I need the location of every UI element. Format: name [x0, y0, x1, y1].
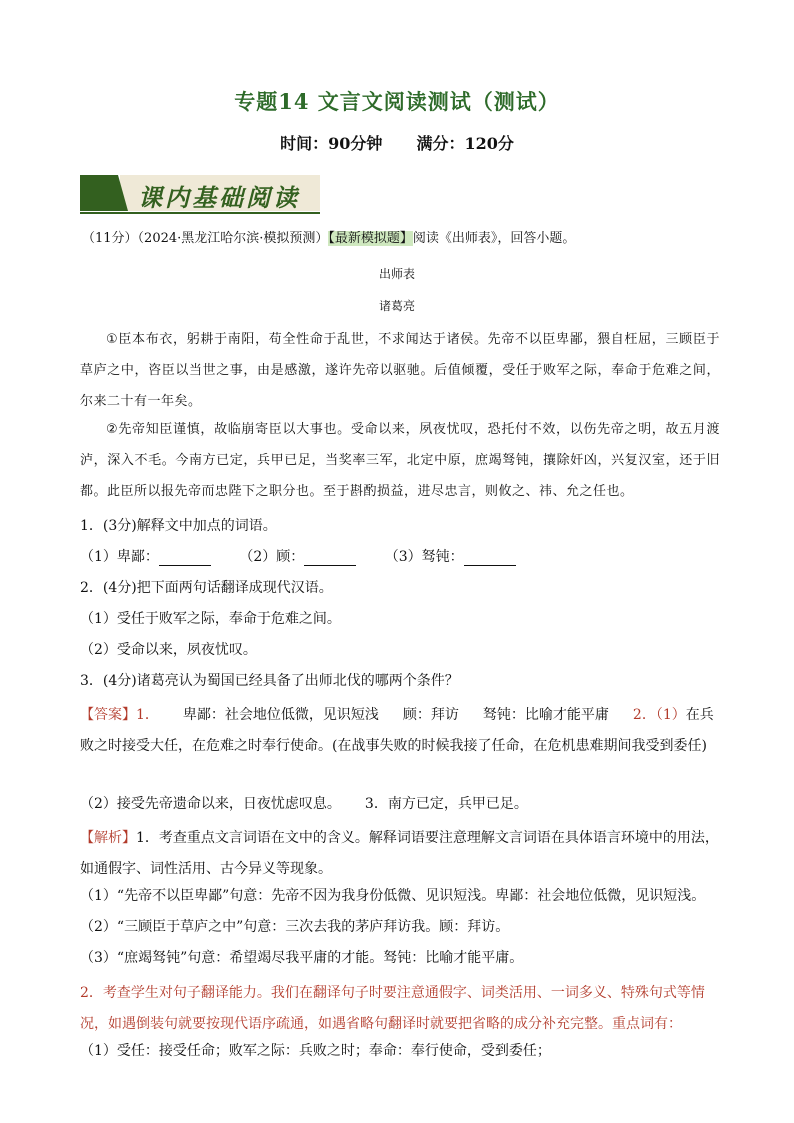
- analysis-1-1: （1）“先帝不以臣卑鄙”句意：先帝不因为我身份低微、见识短浅。卑鄙：社会地位低微，见识短浅。: [80, 888, 706, 904]
- answer-label: 【答案】: [80, 707, 136, 723]
- answer-block: 【答案】1． 卑鄙：社会地位低微，见识短浅 顾：拜访 驽钝：比喻才能平庸 2．（1）在兵败之时接受大任，在危难之时奉行使命。(在战事失败的时候我接了任命，在危机患难期间我受到委任): [80, 707, 714, 754]
- question-2-sentence-2: （2）受命以来，夙夜忧叹。: [80, 642, 257, 658]
- answer-blank[interactable]: [304, 551, 356, 566]
- question-intro: （11分）（2024·黑龙江哈尔滨·模拟预测）【最新模拟题】阅读《出师表》，回答小题。: [82, 231, 576, 246]
- analysis-label: 【解析】: [80, 830, 136, 846]
- analysis-1-2: （2）“三顾臣于草庐之中”句意：三次去我的茅庐拜访我。顾：拜访。: [80, 919, 510, 935]
- text-author: 诸葛亮: [378, 299, 415, 313]
- time-limit: 时间：90分钟: [280, 134, 383, 153]
- question-3-stem: 3．(4分)诸葛亮认为蜀国已经具备了出师北伐的哪两个条件？: [80, 673, 459, 689]
- analysis-paragraph-1: 【解析】1．考查重点文言词语在文中的含义。解释词语要注意理解文言词语在具体语言环境中的用法，如通假字、词性活用、古今异义等现象。: [80, 830, 719, 877]
- section-banner: [80, 175, 320, 215]
- document-title: 专题14 文言文阅读测试（测试）: [234, 89, 560, 114]
- full-score: 满分：120分: [416, 134, 514, 153]
- section-banner-text: 课内基础阅读: [138, 183, 300, 212]
- analysis-2-1: （1）受任：接受任命；败军之际：兵败之时；奉命：奉行使命，受到委任；: [80, 1043, 551, 1059]
- latest-mock-tag: 【最新模拟题】: [328, 231, 413, 246]
- question-2-stem: 2．(4分)把下面两句话翻译成现代汉语。: [80, 580, 333, 596]
- analysis-1-3: （3）“庶竭驽钝”句意：希望竭尽我平庸的才能。驽钝：比喻才能平庸。: [80, 950, 524, 966]
- passage-paragraph-1: ①臣本布衣，躬耕于南阳，苟全性命于乱世，不求闻达于诸侯。先帝不以臣卑鄙，猥自枉屈，三顾臣于草庐之中，咨臣以当世之事，由是感激，遂许先帝以驱驰。后值倾覆，受任于败军之际，奉命于危难之间，尔来二十有一年矣。: [80, 332, 720, 409]
- question-1-stem: 1．(3分)解释文中加点的词语。: [80, 518, 277, 534]
- question-2-sentence-1: （1）受任于败军之际，奉命于危难之间。: [80, 611, 341, 627]
- text-title: 出师表: [378, 267, 415, 281]
- passage-paragraph-2: ②先帝知臣谨慎，故临崩寄臣以大事也。受命以来，夙夜忧叹，恐托付不效，以伤先帝之明，故五月渡泸，深入不毛。今南方已定，兵甲已足，当奖率三军，北定中原，庶竭驽钝，攘除奸凶，兴复汉室，还于旧都。此臣所以报先帝而忠陛下之职分也。至于斟酌损益，进尽忠言，则攸之、祎、允之任也。: [80, 422, 720, 499]
- answer-blank[interactable]: [159, 551, 211, 566]
- exam-info: [0, 131, 794, 154]
- question-1-items: （1）卑鄙： （2）顾： （3）驽钝：: [80, 546, 516, 566]
- answer-blank[interactable]: [464, 551, 516, 566]
- answer-2-part-2: （2）接受先帝遗命以来，日夜忧虑叹息。 3．南方已定，兵甲已足。: [80, 796, 528, 812]
- analysis-paragraph-2: 2．考查学生对句子翻译能力。我们在翻译句子时要注意通假字、词类活用、一词多义、特殊句式等情况，如遇倒装句就要按现代语序疏通，如遇省略句翻译时就要把省略的成分补充完整。重点词有：: [80, 985, 705, 1032]
